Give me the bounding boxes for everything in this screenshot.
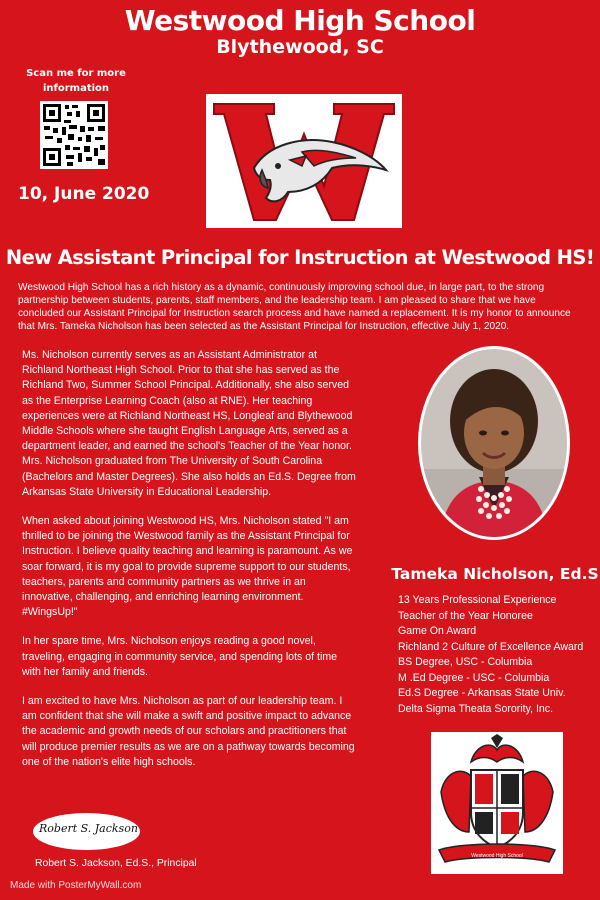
qr-caption: Scan me for more information [26, 68, 126, 94]
qr-code-icon[interactable] [40, 101, 108, 169]
credential-item: M .Ed Degree - USC - Columbia [398, 671, 550, 684]
credential-item: Teacher of the Year Honoree [398, 609, 533, 622]
credential-item: Game On Award [398, 625, 477, 637]
credential-item: 13 Years Professional Experience [398, 594, 557, 606]
intro-paragraph: Westwood High School has a rich history as a dynamic, continuously improving school due, in large part, to the strong partnership between students, parents, staff members, and the leadership team. I am pleased to share that we have concluded our Assistant Principal for Instruction search process and have named a replacement. It is my honor to announce that Mrs. Tameka Nicholson has been selected as the Assistant Principal for Instruction, effective July 1, 2020. [18, 282, 571, 332]
crest-banner-text: Westwood High School [471, 853, 523, 859]
bio-paragraph: Ms. Nicholson currently serves as an Assistant Administrator at Richland Northeast High School. Prior to that she has served as the Richland Two, Summer School Principal. Additionally, she also served as the Enterprise Learning Coach (also at RNE). Her teaching experiences were at Richland Northeast HS, Longleaf and Blythewood Middle Schools where she taught English Language Arts, served as a department leader, and earned the school's Teacher of the Year honor. Mrs. Nicholson graduated from The University of South Carolina (Bachelors and Master Degrees). She also holds an Ed.S. Degree from Arkansas State University in Educational Leadership. [22, 349, 356, 498]
signature-script: Robert S. Jackson [39, 822, 138, 835]
personal-paragraph: In her spare time, Mrs. Nicholson enjoys reading a good novel, traveling, engaging in community service, and spending lots of time with her family and friends. [22, 635, 338, 678]
signature-image [33, 813, 140, 850]
school-logo-w-hawk [206, 94, 402, 228]
announcement-headline: New Assistant Principal for Instruction at Westwood HS! [5, 246, 595, 269]
credential-item: Ed.S Degree - Arkansas State Univ. [398, 687, 566, 699]
school-crest [431, 732, 563, 874]
watermark: Made with PosterMyWall.com [10, 880, 142, 891]
school-location: Blythewood, SC [216, 36, 384, 58]
quote-paragraph: When asked about joining Westwood HS, Mrs. Nicholson stated "I am thrilled to be joining the Westwood family as the Assistant Principal for Instruction. I believe quality teaching and learning is paramount. As we soar forward, it is my goal to provide supreme support to our students, teachers, parents and community partners as we thrive in an innovative, challenging, and enriching learning environment. #WingsUp!" [22, 515, 353, 619]
announcement-date: 10, June 2020 [18, 184, 150, 204]
credential-item: Delta Sigma Theata Sorority, Inc. [398, 702, 554, 715]
credential-item: BS Degree, USC - Columbia [398, 656, 533, 668]
closing-paragraph: I am excited to have Mrs. Nicholson as part of our leadership team. I am confident that she will make a swift and positive impact to advance the academic and growth needs of our scholars and practitioners that will produce premier results as we are on a pathway towards becoming one of the nation's elite high schools. [22, 695, 355, 768]
credential-item: Richland 2 Culture of Excellence Award [398, 640, 584, 653]
school-title: Westwood High School [124, 4, 476, 37]
signer-name: Robert S. Jackson, Ed.S., Principal [35, 858, 197, 869]
portrait-photo [421, 349, 567, 537]
credentials-list [398, 593, 583, 717]
profile-name: Tameka Nicholson, Ed.S [391, 565, 599, 583]
body-column [22, 348, 357, 784]
